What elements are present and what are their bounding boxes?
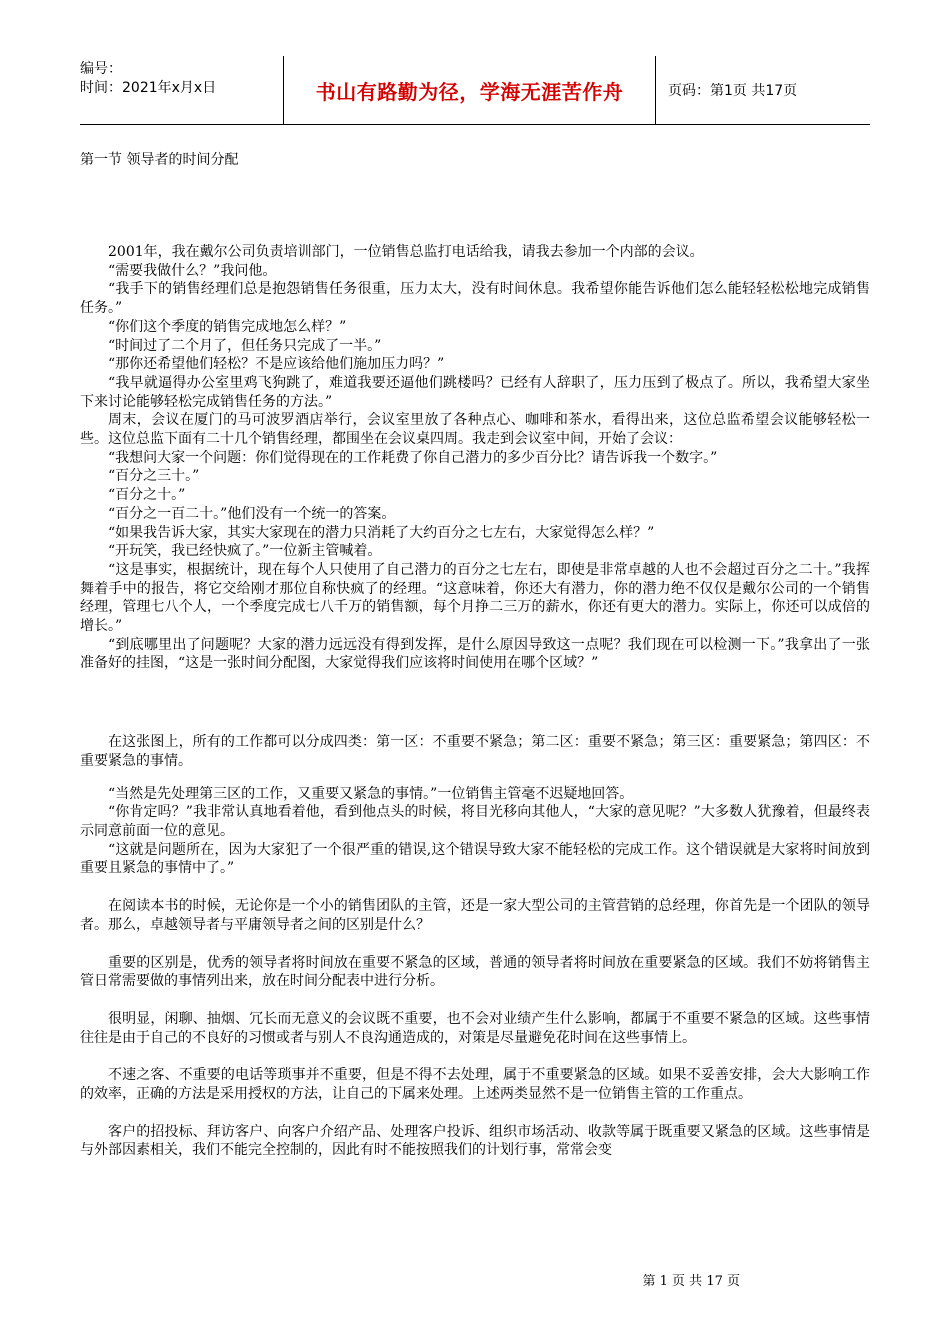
paragraph: 很明显，闲聊、抽烟、冗长而无意义的会议既不重要，也不会对业绩产生什么影响，都属于不重要不紧急的区域。这些事情往往是由于自己的不良好的习惯或者与别人不良沟通造成的，对策是尽量避免花时间在这些事情上。 bbox=[80, 1010, 870, 1046]
paragraph: 2001年，我在戴尔公司负责培训部门，一位销售总监打电话给我，请我去参加一个内部的会议。 bbox=[108, 244, 704, 260]
paragraph: 在阅读本书的时候，无论你是一个小的销售团队的主管，还是一家大型公司的主管营销的总经理，你首先是一个团队的领导者。那么，卓越领导者与平庸领导者之间的区别是什么？ bbox=[80, 898, 870, 933]
header-page-number: 页码：第1页 共17页 bbox=[668, 83, 798, 99]
paragraph: “百分之三十。” bbox=[108, 468, 200, 485]
paragraph: “那你还希望他们轻松？不是应该给他们施加压力吗？” bbox=[108, 356, 445, 373]
paragraph: 周末，会议在厦门的马可波罗酒店举行，会议室里放了各种点心、咖啡和茶水，看得出来，这位总监希望会议能够轻松一些。这位总监下面有二十几个销售经理，都围坐在会议桌四周。我走到会议室中间，开始了会议： bbox=[80, 412, 870, 448]
paragraph: “当然是先处理第三区的工作，又重要又紧急的事情。”一位销售主管毫不迟疑地回答。 bbox=[108, 785, 634, 802]
paragraph: 重要的区别是，优秀的领导者将时间放在重要不紧急的区域，普通的领导者将时间放在重要紧急的区域。我们不妨将销售主管日常需要做的事情列出来，放在时间分配表中进行分析。 bbox=[80, 954, 870, 990]
paragraph: “需要我做什么？”我问他。 bbox=[108, 262, 277, 279]
document-number-label: 编号： bbox=[80, 61, 122, 77]
paragraph: “到底哪里出了问题呢？大家的潜力远远没有得到发挥，是什么原因导致这一点呢？我们现在可以检测一下。”我拿出了一张准备好的挂图，“这是一张时间分配图，大家觉得我们应该将时间使用在哪个区域？” bbox=[80, 636, 870, 672]
paragraph: “我想问大家一个问题：你们觉得现在的工作耗费了你自己潜力的多少百分比？请告诉我一个数字。” bbox=[108, 449, 718, 466]
header-motto: 书山有路勤为径，学海无涯苦作舟 bbox=[283, 56, 656, 124]
header-meta bbox=[80, 56, 283, 124]
paragraph: “这就是问题所在，因为大家犯了一个很严重的错误,这个错误导致大家不能轻松的完成工作。这个错误就是大家将时间放到重要且紧急的事情中了。” bbox=[80, 841, 870, 877]
paragraph: “你肯定吗？”我非常认真地看着他，看到他点头的时候，将目光移向其他人，“大家的意见呢？”大多数人犹豫着，但最终表示同意前面一位的意见。 bbox=[80, 804, 870, 839]
section-title: 第一节 领导者的时间分配 bbox=[80, 152, 239, 168]
paragraph: “我早就逼得办公室里鸡飞狗跳了，难道我要还逼他们跳楼吗？已经有人辞职了，压力压到了极点了。所以，我希望大家坐下来讨论能够轻松完成销售任务的方法。” bbox=[80, 374, 870, 410]
paragraph: “百分之十。” bbox=[108, 487, 186, 504]
paragraph: “这是事实，根据统计，现在每个人只使用了自己潜力的百分之七左右，即使是非常卓越的人也不会超过百分之二十。”我挥舞着手中的报告，将它交给刚才那位自称快疯了的经理。“这意味着，你还大有潜力，你的潜力绝不仅仅是戴尔公司的一个销售经理，管理七八个人，一个季度完成七八千万的销售额，每个月挣二三万的薪水，你还有更大的潜力。实际上，你还可以成倍的增长。” bbox=[80, 561, 870, 635]
paragraph: 在这张图上，所有的工作都可以分成四类：第一区：不重要不紧急；第二区：重要不紧急；第三区：重要紧急；第四区：不重要紧急的事情。 bbox=[80, 734, 870, 769]
paragraph: 客户的招投标、拜访客户、向客户介绍产品、处理客户投诉、组织市场活动、收款等属于既重要又紧急的区域。这些事情是与外部因素相关，我们不能完全控制的，因此有时不能按照我们的计划行事，常常会变 bbox=[80, 1123, 870, 1159]
paragraph: “我手下的销售经理们总是抱怨销售任务很重，压力太大，没有时间休息。我希望你能告诉他们怎么能轻轻松松地完成销售任务。” bbox=[80, 281, 870, 317]
page-footer: 第 1 页 共 17 页 bbox=[642, 1274, 740, 1289]
document-time: 时间：2021年x月x日 bbox=[80, 80, 217, 96]
document-body bbox=[80, 243, 870, 1160]
paragraph: “你们这个季度的销售完成地怎么样？” bbox=[108, 318, 347, 335]
paragraph: 不速之客、不重要的电话等琐事并不重要，但是不得不去处理，属于不重要紧急的区域。如果不妥善安排，会大大影响工作的效率，正确的方法是采用授权的方法，让自己的下属来处理。上述两类显然不是一位销售主管的工作重点。 bbox=[80, 1067, 870, 1103]
paragraph: “开玩笑，我已经快疯了。”一位新主管喊着。 bbox=[108, 543, 382, 560]
paragraph: “百分之一百二十。”他们没有一个统一的答案。 bbox=[108, 505, 396, 522]
paragraph: “如果我告诉大家，其实大家现在的潜力只消耗了大约百分之七左右，大家觉得怎么样？” bbox=[108, 524, 655, 541]
paragraph: “时间过了二个月了，但任务只完成了一半。” bbox=[108, 337, 382, 354]
page-header bbox=[80, 56, 870, 125]
